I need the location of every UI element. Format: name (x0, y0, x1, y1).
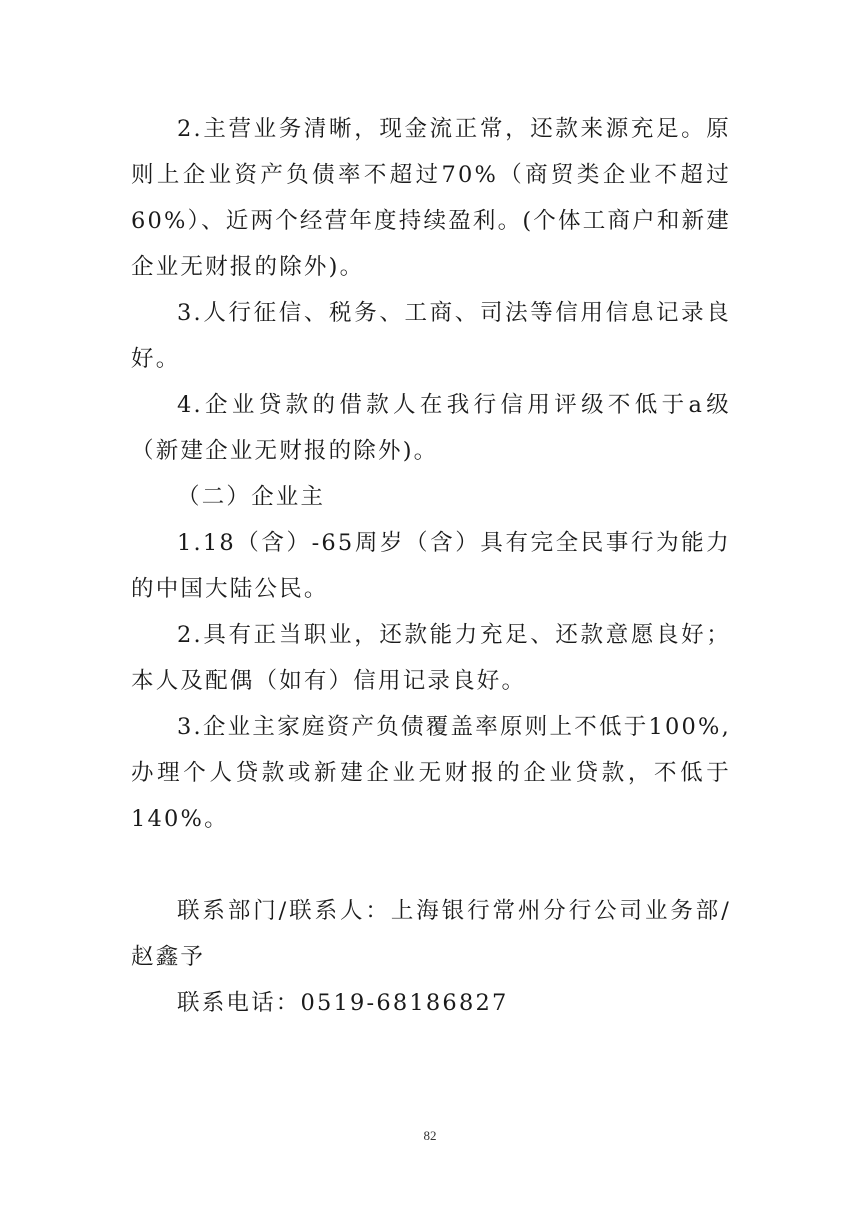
paragraph-business-clarity: 2.主营业务清晰，现金流正常，还款来源充足。原则上企业资产负债率不超过70%（商贸类企业不超过60%）、近两个经营年度持续盈利。(个体工商户和新建企业无财报的除外)。 (131, 116, 731, 280)
contact-phone: 联系电话：0519-68186827 (177, 990, 509, 1016)
paragraph-owner-age: 1.18（含）-65周岁（含）具有完全民事行为能力的中国大陆公民。 (131, 530, 731, 602)
paragraph-owner-occupation: 2.具有正当职业，还款能力充足、还款意愿良好；本人及配偶（如有）信用记录良好。 (131, 622, 731, 694)
section-heading-owner: （二）企业主 (177, 484, 326, 510)
paragraph-credit-records: 3.人行征信、税务、工商、司法等信用信息记录良好。 (131, 300, 731, 372)
page-number: 82 (423, 1128, 437, 1143)
paragraph-credit-rating: 4.企业贷款的借款人在我行信用评级不低于a级（新建企业无财报的除外)。 (131, 392, 731, 464)
paragraph-owner-assets: 3.企业主家庭资产负债覆盖率原则上不低于100%,办理个人贷款或新建企业无财报的企业贷款，不低于140%。 (131, 714, 731, 832)
contact-department: 联系部门/联系人：上海银行常州分行公司业务部/赵鑫予 (131, 898, 731, 970)
spacer (131, 842, 731, 888)
document-body (131, 106, 731, 1026)
